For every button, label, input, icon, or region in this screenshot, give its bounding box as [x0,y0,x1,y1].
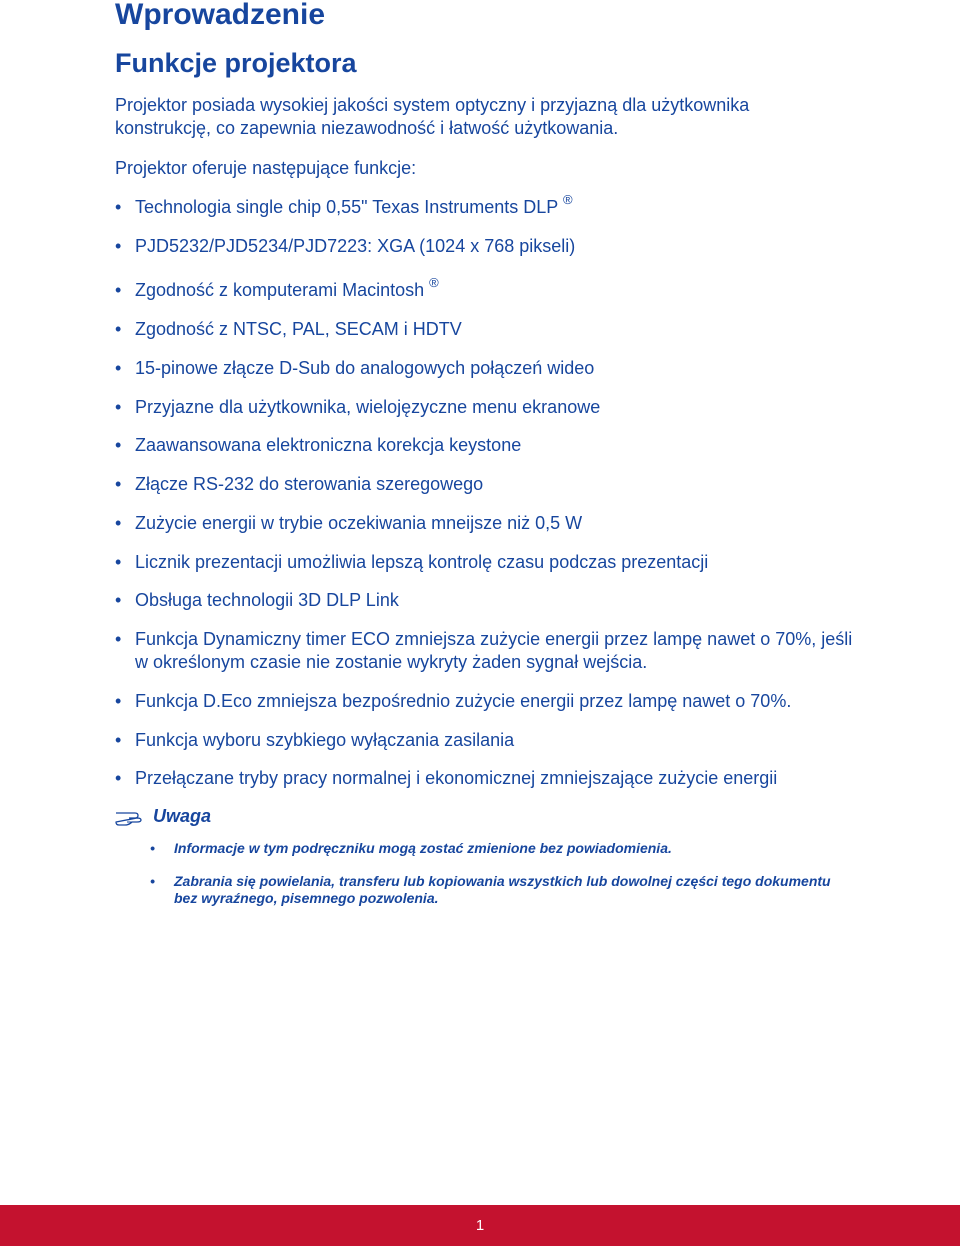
feature-item [115,357,855,380]
bullet: • [115,236,122,256]
note-item [150,840,850,857]
feature-text: Licznik prezentacji umożliwia lepszą kontrolę czasu podczas prezentacji [135,552,709,572]
feature-item [115,396,855,419]
feature-item [115,434,855,457]
features-lead: Projektor oferuje następujące funkcje: [115,158,417,178]
pointing-hand-icon [115,808,147,826]
feature-text: Technologia single chip 0,55" Texas Instruments DLP [135,197,558,217]
registered-mark: ® [429,275,439,290]
bullet: • [150,873,155,889]
bullet: • [150,840,155,856]
feature-text: Złącze RS-232 do sterowania szeregowego [135,474,484,494]
feature-text: Funkcja wyboru szybkiego wyłączania zasilania [135,730,515,750]
intro-paragraph: Projektor posiada wysokiej jakości system optyczny i przyjazną dla użytkownika konstrukcję, co zapewnia niezawodność i łatwość użytkowania. [115,95,750,138]
note-text: Informacje w tym podręczniku mogą zostać zmienione bez powiadomienia. [174,840,672,856]
note-text: Zabrania się powielania, transferu lub kopiowania wszystkich lub dowolnej części tego dokumentu bez wyraźnego, pisemnego pozwolenia. [174,873,831,906]
bullet: • [115,590,122,610]
feature-text: Zgodność z NTSC, PAL, SECAM i HDTV [135,319,462,339]
feature-text: Zużycie energii w trybie oczekiwania mneijsze niż 0,5 W [135,513,583,533]
bullet: • [115,397,122,417]
feature-item [115,628,855,674]
feature-item [115,690,855,713]
feature-item [115,512,855,535]
feature-item [115,589,855,612]
page-number: 1 [475,1217,485,1234]
bullet: • [115,280,122,300]
feature-text: Zaawansowana elektroniczna korekcja keystone [135,435,522,455]
feature-text: Przyjazne dla użytkownika, wielojęzyczne menu ekranowe [135,397,601,417]
feature-text: Zgodność z komputerami Macintosh [135,280,425,300]
feature-item [115,192,855,219]
note-header [115,804,415,830]
feature-item [115,275,855,302]
feature-item [115,318,855,341]
feature-text: Obsługa technologii 3D DLP Link [135,590,399,610]
bullet: • [115,513,122,533]
feature-text: Funkcja D.Eco zmniejsza bezpośrednio zużycie energii przez lampę nawet o 70%. [135,691,792,711]
bullet: • [115,358,122,378]
bullet: • [115,474,122,494]
bullet: • [115,435,122,455]
note-label: Uwaga [153,806,212,826]
bullet: • [115,691,122,711]
bullet: • [115,629,122,649]
feature-item [115,235,855,258]
feature-item [115,767,855,790]
feature-item [115,473,855,496]
feature-text: Funkcja Dynamiczny timer ECO zmniejsza zużycie energii przez lampę nawet o 70%, jeśli w określonym czasie nie zostanie wykryty żaden sygnał wejścia. [135,629,853,672]
bullet: • [115,552,122,572]
page-title: Wprowadzenie [115,0,326,31]
note-item [150,873,850,907]
feature-text: PJD5232/PJD5234/PJD7223: XGA (1024 x 768 pikseli) [135,236,576,256]
bullet: • [115,197,122,217]
bullet: • [115,730,122,750]
feature-text: Przełączane tryby pracy normalnej i ekonomicznej zmniejszające zużycie energii [135,768,778,788]
feature-item [115,729,855,752]
feature-text: 15-pinowe złącze D-Sub do analogowych połączeń wideo [135,358,595,378]
registered-mark: ® [563,192,573,207]
section-title: Funkcje projektora [115,48,357,78]
feature-item [115,551,855,574]
bullet: • [115,768,122,788]
bullet: • [115,319,122,339]
